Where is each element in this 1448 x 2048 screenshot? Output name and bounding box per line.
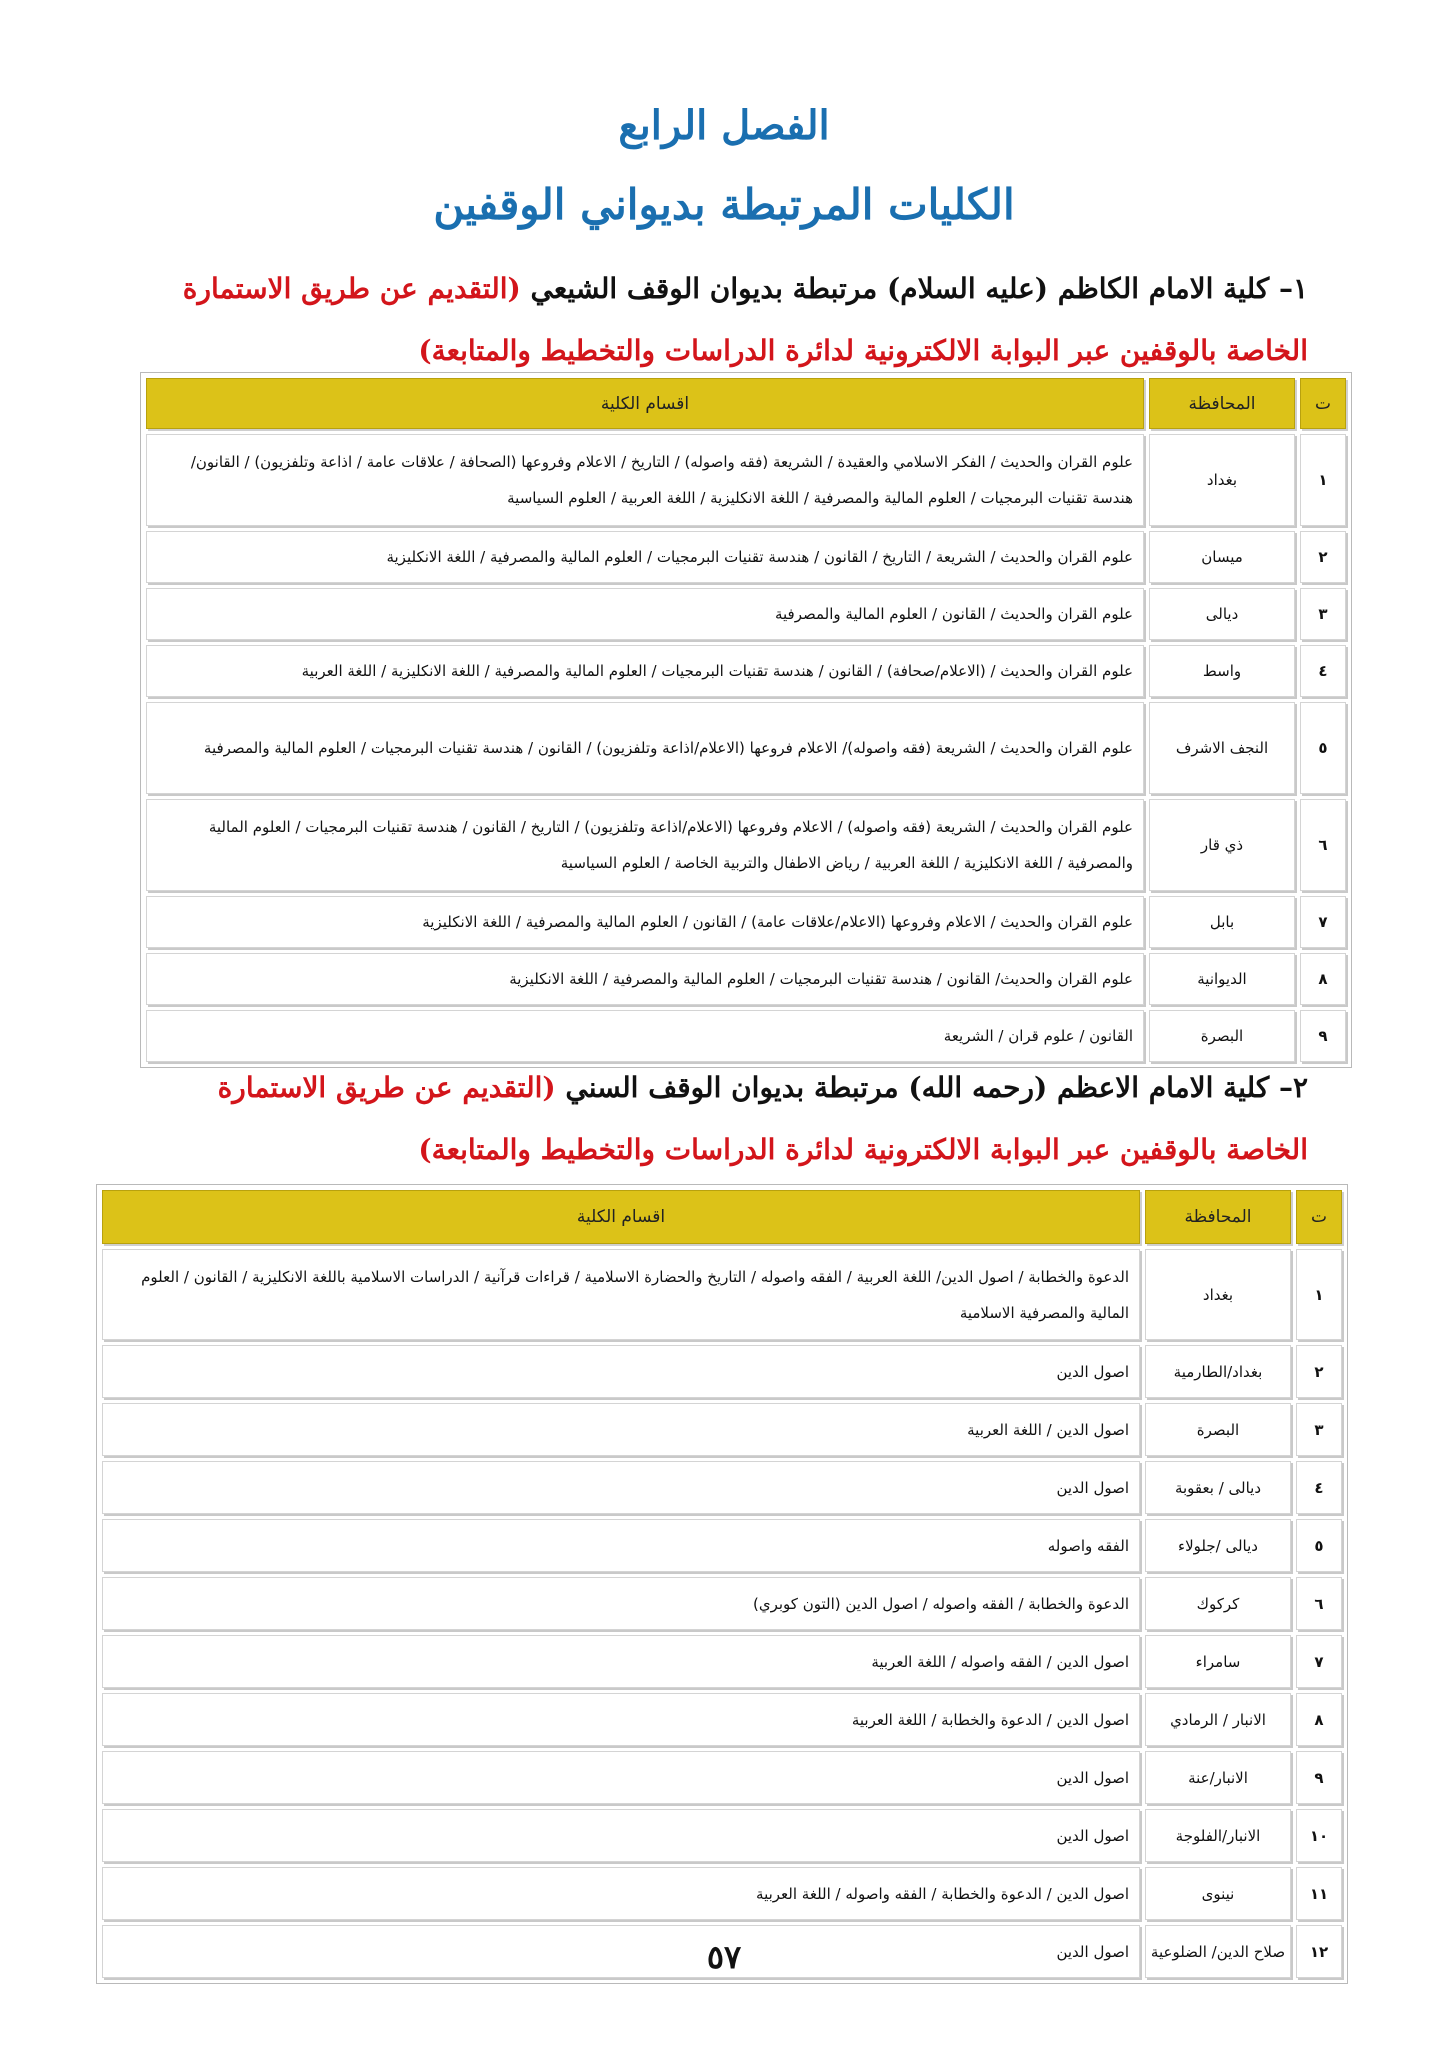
row-number: ١١: [1296, 1867, 1342, 1920]
table-header-row: [146, 378, 1346, 429]
row-governorate: الانبار/الفلوجة: [1145, 1809, 1291, 1862]
row-departments: اصول الدين / اللغة العربية: [102, 1403, 1140, 1456]
row-number: ١٠: [1296, 1809, 1342, 1862]
table-row: [146, 896, 1346, 948]
row-departments: علوم القران والحديث / الشريعة (فقه واصوله)/ الاعلام فروعها (الاعلام/اذاعة وتلفزيون) / القانون / هندسة تقنيات البرمجيات / العلوم المالية والمصرفية: [146, 702, 1144, 794]
row-number: ٥: [1300, 702, 1346, 794]
row-departments: الدعوة والخطابة / الفقه واصوله / اصول الدين (التون كوبري): [102, 1577, 1140, 1630]
section2-table: [96, 1184, 1348, 1984]
table-row: [146, 953, 1346, 1005]
table-row: [102, 1809, 1342, 1862]
row-number: ٤: [1300, 645, 1346, 697]
row-number: ١٢: [1296, 1925, 1342, 1978]
row-governorate: بغداد: [1145, 1249, 1291, 1340]
table-row: [102, 1867, 1342, 1920]
row-number: ٦: [1296, 1577, 1342, 1630]
table-row: [102, 1519, 1342, 1572]
table-row: [102, 1345, 1342, 1398]
row-number: ٩: [1300, 1010, 1346, 1062]
chapter-subtitle: الكليات المرتبطة بديواني الوقفين: [433, 180, 1015, 229]
table-row: [146, 645, 1346, 697]
table-row: [102, 1249, 1342, 1340]
row-governorate: ديالى: [1149, 588, 1295, 640]
row-number: ٢: [1296, 1345, 1342, 1398]
table-row: [102, 1751, 1342, 1804]
row-departments: اصول الدين: [102, 1809, 1140, 1862]
table-row: [102, 1577, 1342, 1630]
row-number: ٦: [1300, 799, 1346, 891]
row-departments: علوم القران والحديث / (الاعلام/صحافة) / القانون / هندسة تقنيات البرمجيات / العلوم المالية والمصرفية / اللغة الانكليزية / اللغة العربية: [146, 645, 1144, 697]
table-row: [102, 1461, 1342, 1514]
table-row: [102, 1693, 1342, 1746]
row-governorate: سامراء: [1145, 1635, 1291, 1688]
section1-heading: [133, 258, 1308, 382]
row-departments: الفقه واصوله: [102, 1519, 1140, 1572]
section1-heading-highlight: (التقديم عن طريق الاستمارة الخاصة بالوقفين عبر البوابة الالكترونية لدائرة الدراسات والتخطيط والمتابعة): [182, 272, 1308, 367]
row-governorate: النجف الاشرف: [1149, 702, 1295, 794]
row-governorate: صلاح الدين/ الضلوعية: [1145, 1925, 1291, 1978]
row-governorate: البصرة: [1145, 1403, 1291, 1456]
chapter-title: الفصل الرابع: [618, 102, 830, 149]
row-governorate: ديالى /جلولاء: [1145, 1519, 1291, 1572]
row-governorate: واسط: [1149, 645, 1295, 697]
row-governorate: كركوك: [1145, 1577, 1291, 1630]
table-row: [146, 434, 1346, 526]
row-departments: اصول الدين: [102, 1345, 1140, 1398]
section1-heading-text: ١– كلية الامام الكاظم (عليه السلام) مرتبطة بديوان الوقف الشيعي: [520, 272, 1308, 305]
row-governorate: بغداد: [1149, 434, 1295, 526]
column-header-num: ت: [1300, 378, 1346, 429]
table-row: [146, 799, 1346, 891]
row-departments: علوم القران والحديث / الشريعة / التاريخ / القانون / هندسة تقنيات البرمجيات / العلوم المالية والمصرفية / اللغة الانكليزية: [146, 531, 1144, 583]
row-departments: علوم القران والحديث/ القانون / هندسة تقنيات البرمجيات / العلوم المالية والمصرفية / اللغة الانكليزية: [146, 953, 1144, 1005]
row-governorate: ديالى / بعقوبة: [1145, 1461, 1291, 1514]
row-departments: اصول الدين / الفقه واصوله / اللغة العربية: [102, 1635, 1140, 1688]
column-header-departments: اقسام الكلية: [102, 1190, 1140, 1244]
column-header-num: ت: [1296, 1190, 1342, 1244]
row-governorate: نينوى: [1145, 1867, 1291, 1920]
row-departments: القانون / علوم قران / الشريعة: [146, 1010, 1144, 1062]
row-governorate: البصرة: [1149, 1010, 1295, 1062]
section2-heading: [133, 1057, 1308, 1181]
row-number: ٤: [1296, 1461, 1342, 1514]
row-number: ٧: [1296, 1635, 1342, 1688]
table-row: [102, 1403, 1342, 1456]
row-governorate: ميسان: [1149, 531, 1295, 583]
column-header-governorate: المحافظة: [1145, 1190, 1291, 1244]
row-governorate: الانبار/عنة: [1145, 1751, 1291, 1804]
row-departments: الدعوة والخطابة / اصول الدين/ اللغة العربية / الفقه واصوله / التاريخ والحضارة الاسلامية / قراءات قرآنية / الدراسات الاسلامية باللغة الانكليزية / القانون / العلوم المالية والمصرفية الاسلامية: [102, 1249, 1140, 1340]
row-departments: علوم القران والحديث / الفكر الاسلامي والعقيدة / الشريعة (فقه واصوله) / التاريخ / الاعلام وفروعها (الصحافة / علاقات عامة / اذاعة وتلفزيون) / القانون/ هندسة تقنيات البرمجيات / العلوم المالية والمصرفية / اللغة الانكليزية / اللغة العربية / العلوم السياسية: [146, 434, 1144, 526]
row-number: ٣: [1300, 588, 1346, 640]
table-row: [146, 1010, 1346, 1062]
row-departments: اصول الدين: [102, 1461, 1140, 1514]
table-header-row: [102, 1190, 1342, 1244]
row-number: ١: [1296, 1249, 1342, 1340]
row-governorate: الديوانية: [1149, 953, 1295, 1005]
row-departments: علوم القران والحديث / الاعلام وفروعها (الاعلام/علاقات عامة) / القانون / العلوم المالية والمصرفية / اللغة الانكليزية: [146, 896, 1144, 948]
table-row: [146, 588, 1346, 640]
row-departments: علوم القران والحديث / الشريعة (فقه واصوله) / الاعلام وفروعها (الاعلام/اذاعة وتلفزيون) / التاريخ / القانون / هندسة تقنيات البرمجيات / العلوم المالية والمصرفية / اللغة الانكليزية / اللغة العربية / رياض الاطفال والتربية الخاصة / العلوم السياسية: [146, 799, 1144, 891]
row-number: ٨: [1296, 1693, 1342, 1746]
row-departments: اصول الدين: [102, 1925, 1140, 1978]
page-number: ٥٧: [706, 1938, 742, 1976]
row-number: ١: [1300, 434, 1346, 526]
column-header-governorate: المحافظة: [1149, 378, 1295, 429]
row-governorate: بابل: [1149, 896, 1295, 948]
section2-heading-highlight: (التقديم عن طريق الاستمارة الخاصة بالوقفين عبر البوابة الالكترونية لدائرة الدراسات والتخطيط والمتابعة): [217, 1071, 1308, 1166]
row-number: ٣: [1296, 1403, 1342, 1456]
row-departments: اصول الدين: [102, 1751, 1140, 1804]
section2-heading-text: ٢– كلية الامام الاعظم (رحمه الله) مرتبطة بديوان الوقف السني: [555, 1071, 1308, 1104]
row-departments: اصول الدين / الدعوة والخطابة / الفقه واصوله / اللغة العربية: [102, 1867, 1140, 1920]
row-number: ٨: [1300, 953, 1346, 1005]
row-departments: علوم القران والحديث / القانون / العلوم المالية والمصرفية: [146, 588, 1144, 640]
row-number: ٩: [1296, 1751, 1342, 1804]
row-governorate: بغداد/الطارمية: [1145, 1345, 1291, 1398]
row-number: ٧: [1300, 896, 1346, 948]
section1-table: [140, 372, 1352, 1068]
row-departments: اصول الدين / الدعوة والخطابة / اللغة العربية: [102, 1693, 1140, 1746]
table-row: [102, 1635, 1342, 1688]
row-number: ٥: [1296, 1519, 1342, 1572]
row-governorate: ذي قار: [1149, 799, 1295, 891]
table-row: [146, 531, 1346, 583]
table-row: [146, 702, 1346, 794]
row-governorate: الانبار / الرمادي: [1145, 1693, 1291, 1746]
column-header-departments: اقسام الكلية: [146, 378, 1144, 429]
row-number: ٢: [1300, 531, 1346, 583]
